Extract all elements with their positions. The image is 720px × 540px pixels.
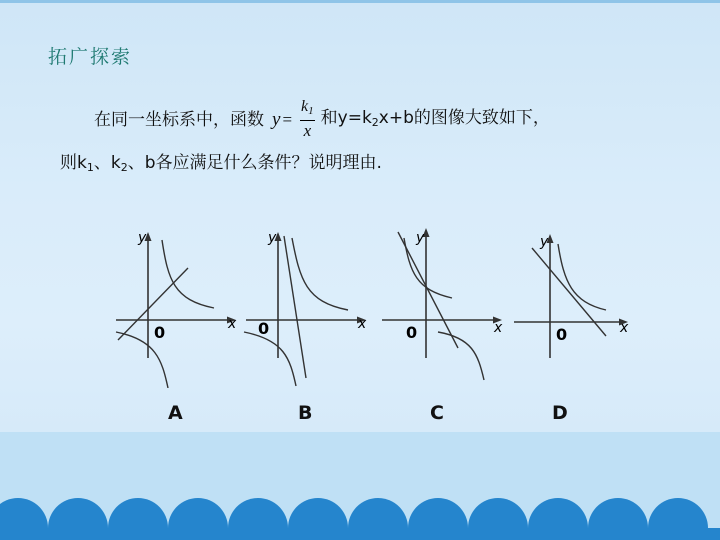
formula-y: y [272, 109, 281, 130]
question-part-1: 在同一坐标系中，函数 [94, 110, 264, 130]
figure-a-y-label: y [138, 230, 147, 246]
figure-d-graph [502, 228, 652, 388]
figure-a-origin: 0 [154, 323, 166, 342]
figure-d-y-label: y [540, 234, 549, 250]
figure-b-origin: 0 [258, 319, 270, 338]
figure-a-x-label: x [228, 316, 237, 332]
figure-d-origin: 0 [556, 325, 568, 344]
figure-group [110, 228, 670, 428]
decorative-wave-band [0, 432, 720, 540]
figure-a [110, 228, 260, 424]
slide-top-border [0, 0, 720, 3]
page-title: 拓广探索 [48, 46, 133, 68]
fraction-numerator: $k_1$ [301, 98, 314, 117]
figure-c-label: C [430, 402, 444, 424]
fraction-denominator: x [300, 120, 316, 139]
figure-b-label: B [298, 402, 313, 424]
line2-part-c: 、b各应满足什么条件？说明理由. [127, 153, 382, 173]
figure-c-x-label: x [494, 320, 503, 336]
line2-part-b: 、k [93, 153, 121, 173]
formula-equals: = [282, 110, 293, 129]
figure-a-graph [110, 228, 260, 388]
line2-sub-2: 2 [120, 161, 128, 174]
figure-c-y-label: y [416, 230, 425, 246]
question-line-2 [60, 146, 680, 185]
question-text [60, 100, 680, 185]
figure-a-label: A [168, 402, 183, 424]
question-line-1 [60, 100, 680, 140]
line2-part-a: 则k [60, 153, 87, 173]
line2-sub-1: 1 [86, 161, 94, 174]
question-part-2: 和$y=k_2x+b$的图像大致如下， [320, 107, 550, 129]
figure-b [240, 228, 390, 424]
figure-d-label: D [552, 402, 568, 424]
figure-d [502, 228, 652, 424]
wave-circles [0, 432, 720, 540]
figure-b-graph [240, 228, 390, 388]
figure-b-x-label: x [358, 316, 367, 332]
figure-c-origin: 0 [406, 323, 418, 342]
figure-d-x-label: x [620, 320, 629, 336]
fraction-k1-over-x [297, 99, 318, 139]
figure-b-y-label: y [268, 230, 277, 246]
